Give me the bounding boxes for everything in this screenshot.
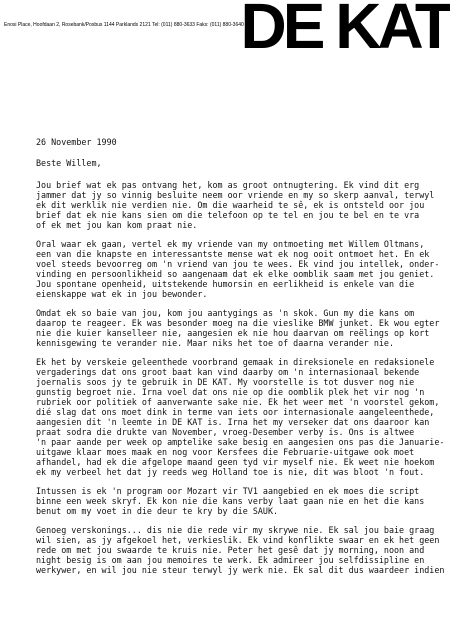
text-line: rede om met jou swaarde te kruis nie. Peter het gesê dat jy morning, noon and — [36, 545, 425, 555]
text-line: Ek het by verskeie geleenthede voorbrand gemaak in direksionele en redaksionele — [36, 357, 435, 367]
text-line: praat sodra die drukte van November, vroeg-Desember verby is. Ons is altwee — [36, 427, 415, 437]
text-line: voel steeds bevoorreg om 'n vriend van jou te wees. Ek vind jou intellek, onder- — [36, 259, 440, 269]
text-line: 'n paar aande per week op amptelike sake besig en aangesien ons pas die Januarie- — [36, 437, 445, 447]
text-line: Jou brief wat ek pas ontvang het, kom as groot ontnugtering. Ek vind dit erg — [36, 180, 420, 190]
paragraph-5 — [36, 486, 448, 516]
letter-date: 26 November 1990 — [36, 137, 117, 147]
text-line: joernalis soos jy te gebruik in DE KAT. My voorstelle is tot dusver nog nie — [36, 377, 415, 387]
text-line: afhandel, had ek die afgelope maand geen tyd vir myself nie. Ek weet nie hoekom — [36, 457, 435, 467]
text-line: vergaderings dat ons groot baat kan vind daarby om 'n internasionaal bekende — [36, 367, 420, 377]
text-line: rubriek oor politiek of aanverwante sake nie. Ek het weer met 'n voorstel gekom, — [36, 397, 440, 407]
paragraph-1 — [36, 180, 448, 230]
de-kat-logo: DE KAT — [240, 0, 450, 62]
salutation: Beste Willem, — [36, 158, 102, 168]
text-line: wil sien, as jy afgekoel het, verkieslik. Ek vind konflikte swaar en ek het geen — [36, 535, 440, 545]
text-line: benut om my voet in die deur te kry by die SAUK. — [36, 506, 279, 516]
text-line: daarop te reageer. Ek was besonder moeg na die vieslike BMW junket. Ek wou egter — [36, 318, 440, 328]
text-line: nie die kuier kanselleer nie, aangesien ek nie hou daarvan om reëlings op kort — [36, 328, 430, 338]
text-line: binne een week skryf. Ek kon nie die kans verby laat gaan nie en het die kans — [36, 496, 425, 506]
text-line: jammer dat jy so vinnig besluite neem oor vriende en my so skerp aanval, terwyl — [36, 190, 435, 200]
text-line: werkywer, en wil jou nie steur terwyl jy werk nie. Ek sal dit dus waardeer indien — [36, 565, 445, 575]
text-line: vinding en persoonlikheid so aangenaam dat ek elke oomblik saam met jou geniet. — [36, 269, 435, 279]
text-line: dié slag dat ons moet dink in terme van iets oor internasionale aangeleenthede, — [36, 407, 435, 417]
text-line: night besig is om aan jou memoires te werk. Ek admireer jou selfdissipline en — [36, 555, 425, 565]
text-line: brief dat ek nie kans sien om die telefoon op te tel en jou te bel en te vra — [36, 210, 420, 220]
text-line: een van die knapste en interessantste mense wat ek nog ooit ontmoet het. En ek — [36, 249, 430, 259]
letterhead-address: Enosi Place, Hoofdaan 2, Rosebank/Posbus 1144 Parklands 2121 Tel: (011) 880-3633 Faks: (011) 880-3640 — [4, 22, 244, 28]
text-line: Oral waar ek gaan, vertel ek my vriende van my ontmoeting met Willem Oltmans, — [36, 239, 425, 249]
paragraph-2 — [36, 239, 448, 299]
text-line: kennisgewing te verander nie. Maar niks het toe of daarna verander nie. — [36, 338, 394, 348]
text-line: gunstig begroet nie. Irna voel dat ons nie op die oomblik plek het vir nog 'n — [36, 387, 425, 397]
text-line: ek my verbeel het dat jy reeds weg Holland toe is nie, dit was bloot 'n fout. — [36, 467, 425, 477]
text-line: Jou spontane openheid, uitstekende humorsin en eerlikheid is enkele van die — [36, 279, 415, 289]
paragraph-6 — [36, 525, 448, 575]
letter-body — [36, 180, 448, 584]
text-line: eienskappe wat ek in jou bewonder. — [36, 289, 208, 299]
paragraph-3 — [36, 308, 448, 348]
text-line: aangesien dit 'n leemte in DE KAT is. Irna het my verseker dat ons daaroor kan — [36, 417, 430, 427]
text-line: Omdat ek so baie van jou, kom jou aantygings as 'n skok. Gun my die kans om — [36, 308, 415, 318]
text-line: ek dit werklik nie verdien nie. Om die waarheid te sê, ek is ontsteld oor jou — [36, 200, 425, 210]
paragraph-4 — [36, 357, 448, 477]
text-line: uitgawe klaar moes maak en nog voor Kersfees die Februarie-uitgawe ook moet — [36, 447, 415, 457]
text-line: of ek met jou kan kom praat nie. — [36, 220, 198, 230]
text-line: Genoeg verskonings... dis nie die rede vir my skrywe nie. Ek sal jou baie graag — [36, 525, 435, 535]
text-line: Intussen is ek 'n program oor Mozart vir TV1 aangebied en ek moes die script — [36, 486, 420, 496]
